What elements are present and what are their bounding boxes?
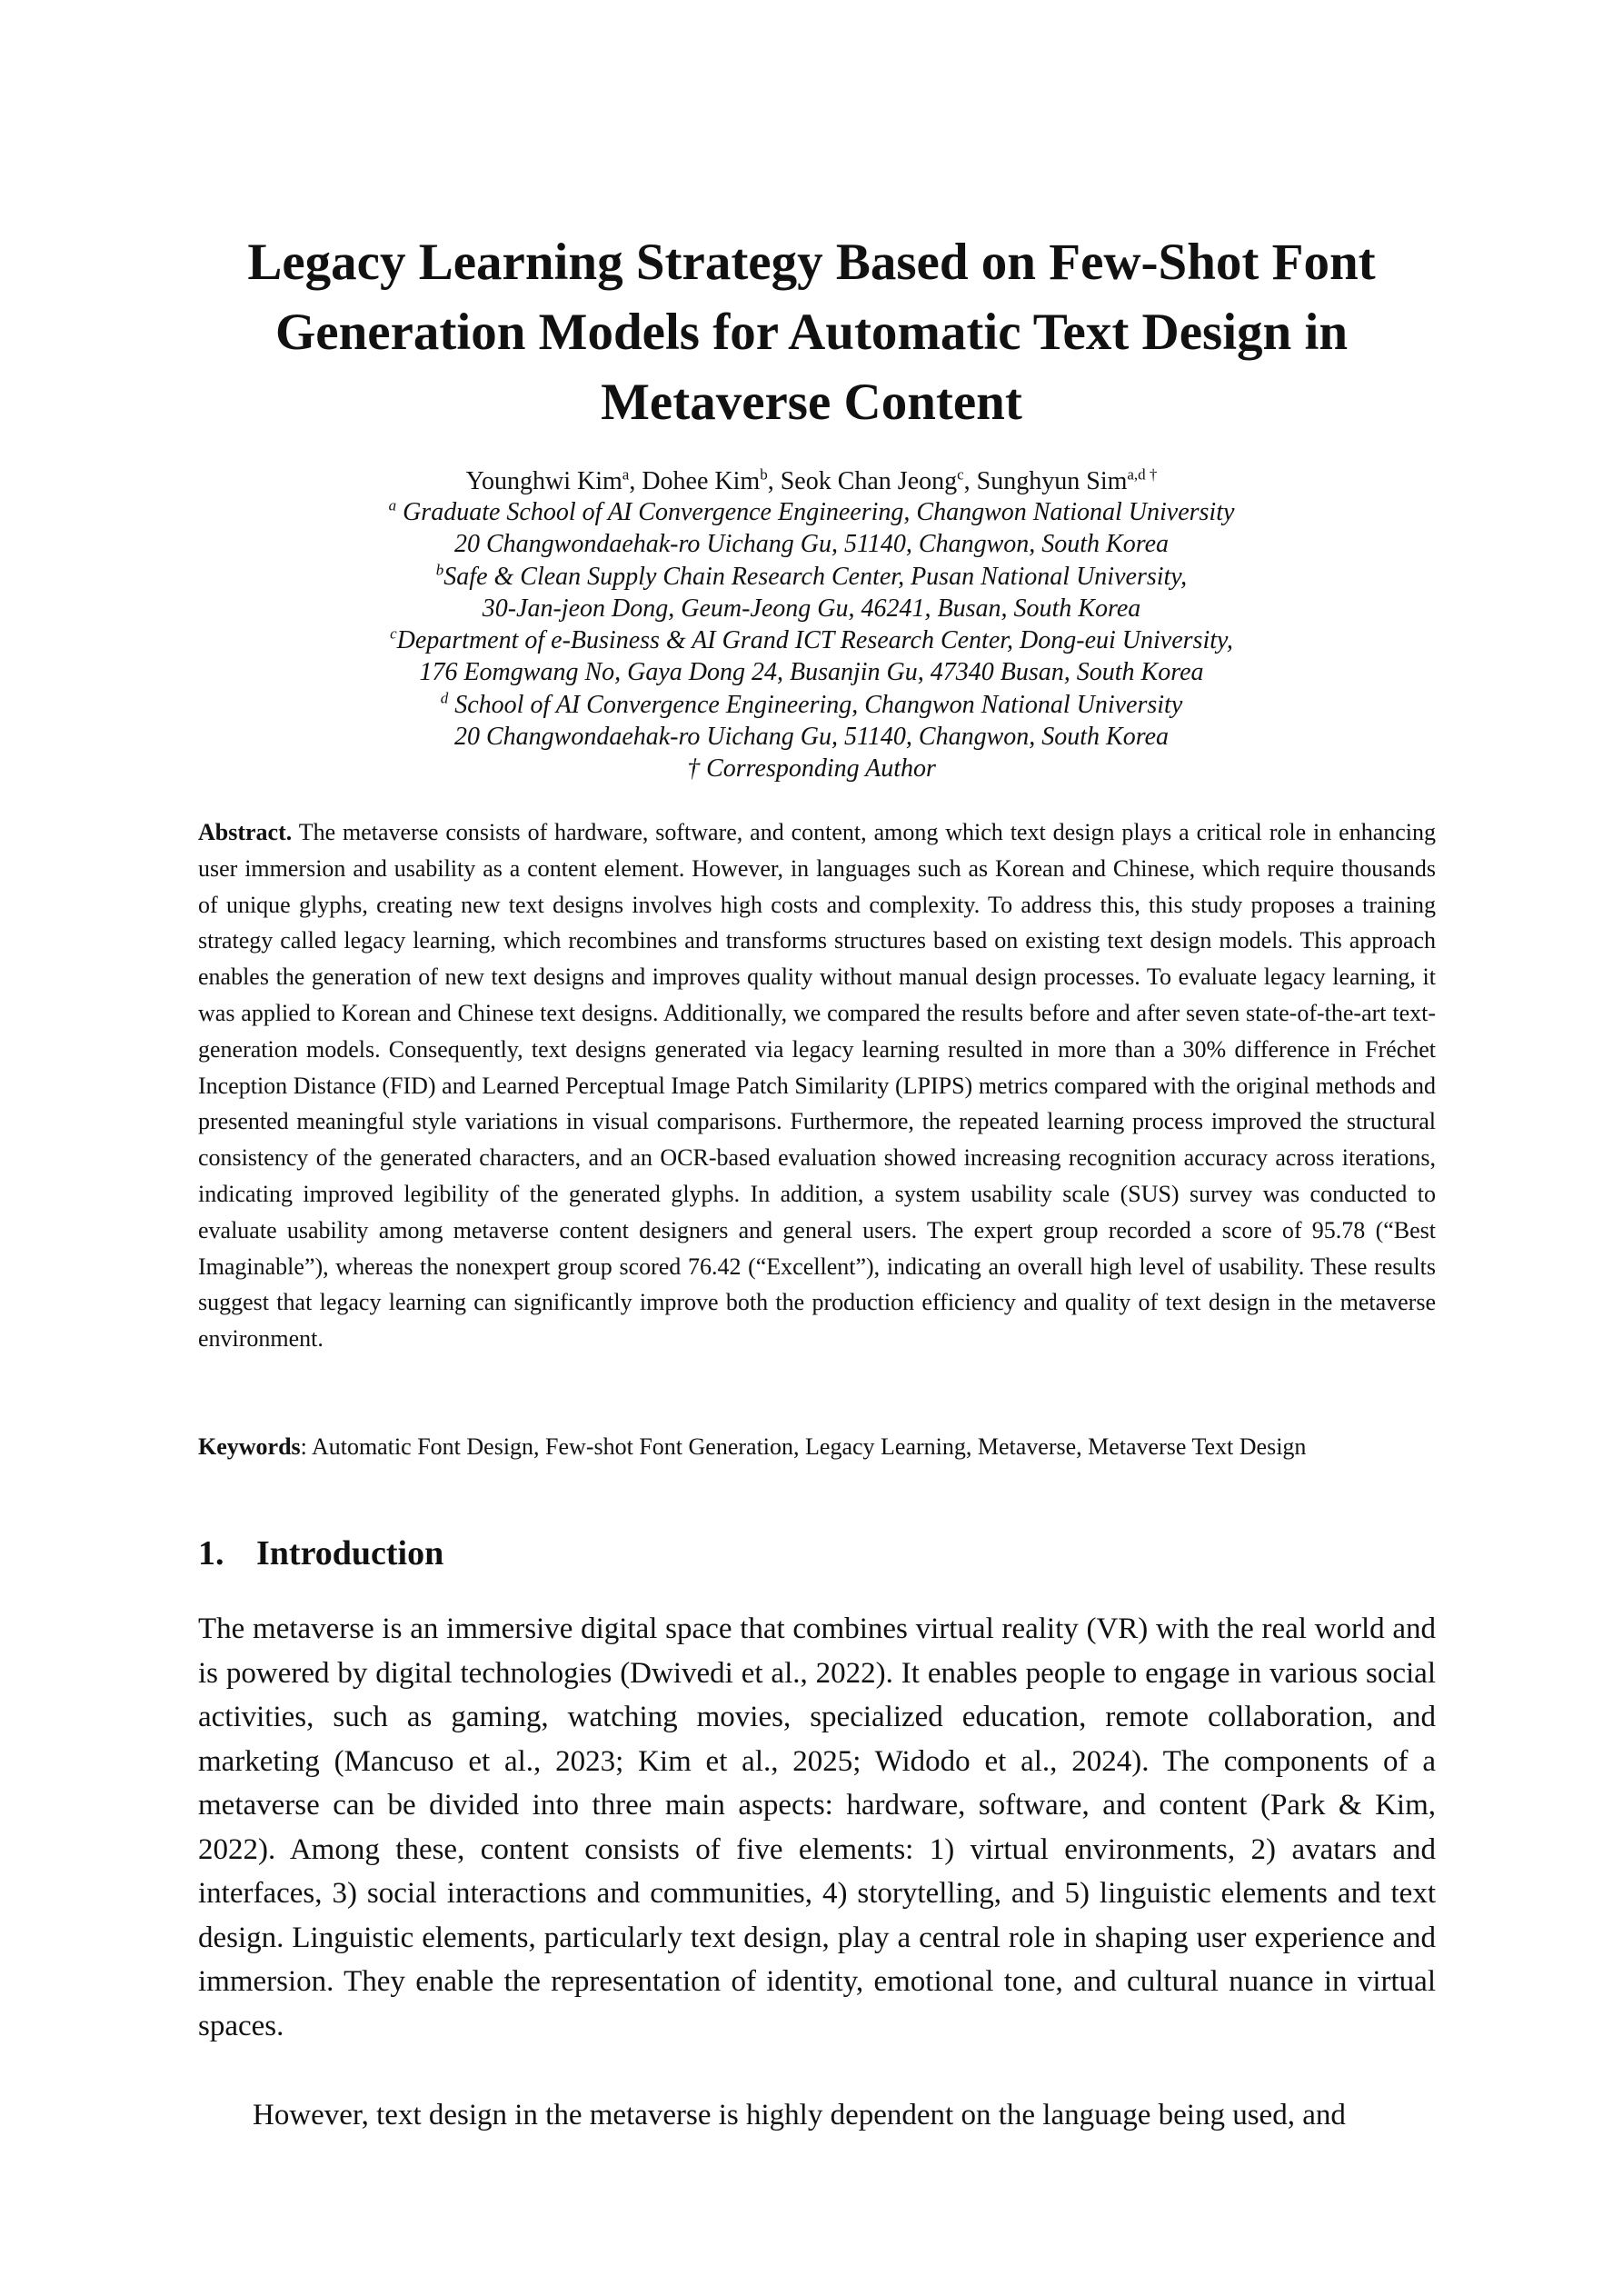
keywords-text: : Automatic Font Design, Few-shot Font Generation, Legacy Learning, Metaverse, Metaverse Text Design: [300, 1433, 1307, 1460]
section-number: 1.: [198, 1534, 224, 1572]
affiliation-line: $^d$ School of AI Convergence Engineering, Changwon National University: [440, 689, 1183, 719]
body-paragraph: The metaverse is an immersive digital space that combines virtual reality (VR) with the real world and is powered by digital technologies (Dwivedi et al., 2022). It enables people to engage in various social activities, such as gaming, watching movies, specialized education, remote collaboration, and marketing (Mancuso et al., 2023; Kim et al., 2025; Widodo et al., 2024). The components of a metaverse can be divided into three main aspects: hardware, software, and content (Park & Kim, 2022). Among these, content consists of five elements: 1) virtual environments, 2) avatars and interfaces, 3) social interactions and communities, 4) storytelling, and 5) linguistic elements and text design. Linguistic elements, particularly text design, play a central role in shaping user experience and immersion. They enable the representation of identity, emotional tone, and cultural nuance in virtual spaces.: [198, 1612, 1436, 2042]
affiliation-line: 176 Eomgwang No, Gaya Dong 24, Busanjin Gu, 47340 Busan, South Korea: [419, 658, 1204, 687]
author-separator: ,: [963, 467, 977, 495]
author-affil-mark: b: [760, 465, 768, 484]
affiliation-mark: c: [390, 624, 397, 643]
title-line: Metaverse Content: [601, 374, 1022, 431]
affiliation-mark: d: [440, 689, 449, 707]
affiliation-list: [164, 496, 1459, 785]
keywords: [198, 1429, 1436, 1465]
affiliation-mark: a: [388, 496, 397, 514]
author-name: Sunghyun Sim: [976, 467, 1128, 495]
affiliation-line: $^a$ Graduate School of AI Convergence Engineering, Changwon National University: [388, 496, 1235, 526]
affiliation-line: † Corresponding Author: [687, 754, 936, 784]
author-name: Dohee Kim: [642, 467, 761, 495]
author-affil-mark: c: [957, 465, 964, 484]
affiliation-line: 20 Changwondaehak-ro Uichang Gu, 51140, Changwon, South Korea: [453, 723, 1170, 752]
author-affil-mark: a: [622, 465, 630, 484]
affiliation-line: 20 Changwondaehak-ro Uichang Gu, 51140, Changwon, South Korea: [453, 530, 1170, 559]
affiliation-line: $^c$Department of e-Business & AI Grand ICT Research Center, Dong-eui University,: [390, 624, 1233, 655]
author-separator: ,: [767, 467, 781, 495]
author-separator: ,: [629, 467, 642, 495]
author-name: Younghwi Kim: [465, 467, 622, 495]
affiliation-line: 30-Jan-jeon Dong, Geum-Jeong Gu, 46241, Busan, South Korea: [482, 594, 1141, 623]
abstract-label: Abstract.: [198, 819, 293, 845]
paper-title: [164, 227, 1459, 437]
title-line: Legacy Learning Strategy Based on Few-Shot Font: [247, 234, 1376, 291]
author-list: [164, 465, 1459, 498]
affiliation-mark: b: [435, 561, 444, 579]
abstract: [198, 814, 1436, 1357]
section-title: Introduction: [256, 1534, 444, 1572]
author-affil-mark: a,d †: [1127, 465, 1158, 484]
body-paragraph: However, text design in the metaverse is highly dependent on the language being used, and: [253, 2099, 1346, 2131]
title-line: Generation Models for Automatic Text Design in: [274, 304, 1349, 361]
keywords-label: Keywords: [198, 1433, 301, 1460]
abstract-text: The metaverse consists of hardware, software, and content, among which text design plays a critical role in enhancing user immersion and usability as a content element. However, in languages such as Korean and Chinese, which require thousands of unique glyphs, creating new text designs involves high costs and complexity. To address this, this study proposes a training strategy called legacy learning, which recombines and transforms structures based on existing text design models. This approach enables the generation of new text designs and improves quality without manual design processes. To evaluate legacy learning, it was applied to Korean and Chinese text designs. Additionally, we compared the results before and after seven state-of-the-art text-generation models. Consequently, text designs generated via legacy learning resulted in more than a 30% difference in Fréchet Inception Distance (FID) and Learned Perceptual Image Patch Similarity (LPIPS) metrics compared with the original methods and presented meaningful style variations in visual comparisons. Furthermore, the repeated learning process improved the structural consistency of the generated characters, and an OCR-based evaluation showed increasing recognition accuracy across iterations, indicating improved legibility of the generated glyphs. In addition, a system usability scale (SUS) survey was conducted to evaluate usability among metaverse content designers and general users. The expert group recorded a score of 95.78 (“Best Imaginable”), whereas the nonexpert group scored 76.42 (“Excellent”), indicating an overall high level of usability. These results suggest that legacy learning can significantly improve both the production efficiency and quality of text design in the metaverse environment.: [198, 819, 1436, 1353]
affiliation-line: $^b$Safe & Clean Supply Chain Research Center, Pusan National University,: [435, 561, 1188, 591]
section-heading: [198, 1531, 443, 1576]
author-name: Seok Chan Jeong: [780, 467, 958, 495]
